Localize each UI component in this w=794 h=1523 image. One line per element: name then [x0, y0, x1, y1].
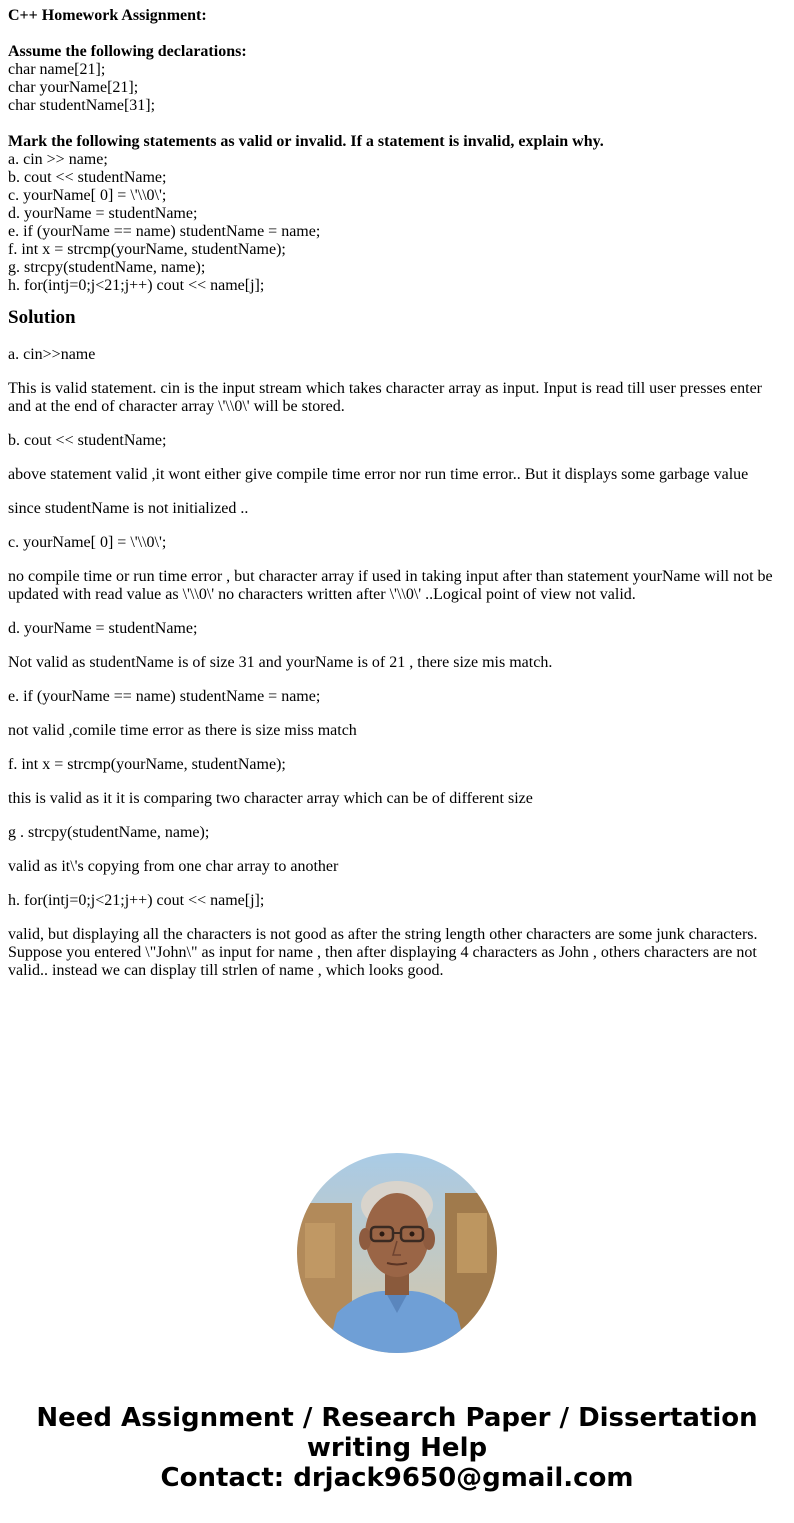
contact-email: Contact: drjack9650@gmail.com: [160, 1463, 634, 1493]
statement-line: d. yourName = studentName;: [8, 205, 198, 222]
solution-paragraph: Not valid as studentName is of size 31 and yourName is of 21 , there size mis match.: [8, 654, 553, 671]
statement-line: e. if (yourName == name) studentName = name;: [8, 223, 321, 240]
declaration-line: char studentName[31];: [8, 97, 156, 114]
solution-paragraph: no compile time or run time error , but character array if used in taking input after than statement yourName will not be updated with read value as \'\\0\' no characters written after \'\\0\' ..Logical point of view not valid.: [8, 568, 773, 603]
solution-paragraph: since studentName is not initialized ..: [8, 500, 249, 517]
solution-paragraph: g . strcpy(studentName, name);: [8, 824, 210, 841]
statement-line: h. for(intj=0;j<21;j++) cout << name[j];: [8, 277, 265, 294]
promo-line: writing Help: [306, 1433, 488, 1463]
homework-document: [8, 7, 786, 980]
solution-paragraph: this is valid as it it is comparing two character array which can be of different size: [8, 790, 533, 807]
solution-paragraph: f. int x = strcmp(yourName, studentName);: [8, 756, 286, 773]
solution-paragraph: c. yourName[ 0] = \'\\0\';: [8, 534, 167, 551]
solution-heading: Solution: [8, 307, 76, 328]
declaration-line: char yourName[21];: [8, 79, 139, 96]
promo-line: Need Assignment / Research Paper / Dissertation: [36, 1403, 758, 1433]
declarations-heading: Assume the following declarations:: [8, 43, 247, 60]
solution-paragraph: above statement valid ,it wont either give compile time error nor run time error.. But it displays some garbage value: [8, 466, 749, 483]
statement-line: c. yourName[ 0] = \'\\0\';: [8, 187, 167, 204]
solution-paragraph: valid, but displaying all the characters is not good as after the string length other characters are some junk characters. Suppose you entered \"John\" as input for name , then after displaying 4 characters as John , others characters are not valid.. instead we can display till strlen of name , which looks good.: [8, 926, 758, 979]
declaration-line: char name[21];: [8, 61, 106, 78]
solution-paragraph: valid as it\'s copying from one char array to another: [8, 858, 339, 875]
statement-line: a. cin >> name;: [8, 151, 108, 168]
instructions-text: Mark the following statements as valid or invalid. If a statement is invalid, explain why.: [8, 133, 604, 150]
statement-line: f. int x = strcmp(yourName, studentName);: [8, 241, 286, 258]
solution-paragraph: e. if (yourName == name) studentName = name;: [8, 688, 321, 705]
statement-line: g. strcpy(studentName, name);: [8, 259, 206, 276]
solution-paragraph: b. cout << studentName;: [8, 432, 167, 449]
solution-paragraph: a. cin>>name: [8, 346, 96, 363]
promo-footer: [0, 1403, 794, 1493]
tutor-avatar: [297, 1153, 497, 1353]
solution-paragraph: This is valid statement. cin is the input stream which takes character array as input. Input is read till user presses enter and at the end of character array \'\\0\' will be stored.: [8, 380, 762, 415]
solution-paragraph: not valid ,comile time error as there is size miss match: [8, 722, 357, 739]
tutor-portrait-icon: [297, 1153, 497, 1353]
statement-line: b. cout << studentName;: [8, 169, 167, 186]
assignment-title: C++ Homework Assignment:: [8, 7, 207, 24]
solution-paragraph: h. for(intj=0;j<21;j++) cout << name[j];: [8, 892, 265, 909]
solution-paragraph: d. yourName = studentName;: [8, 620, 198, 637]
